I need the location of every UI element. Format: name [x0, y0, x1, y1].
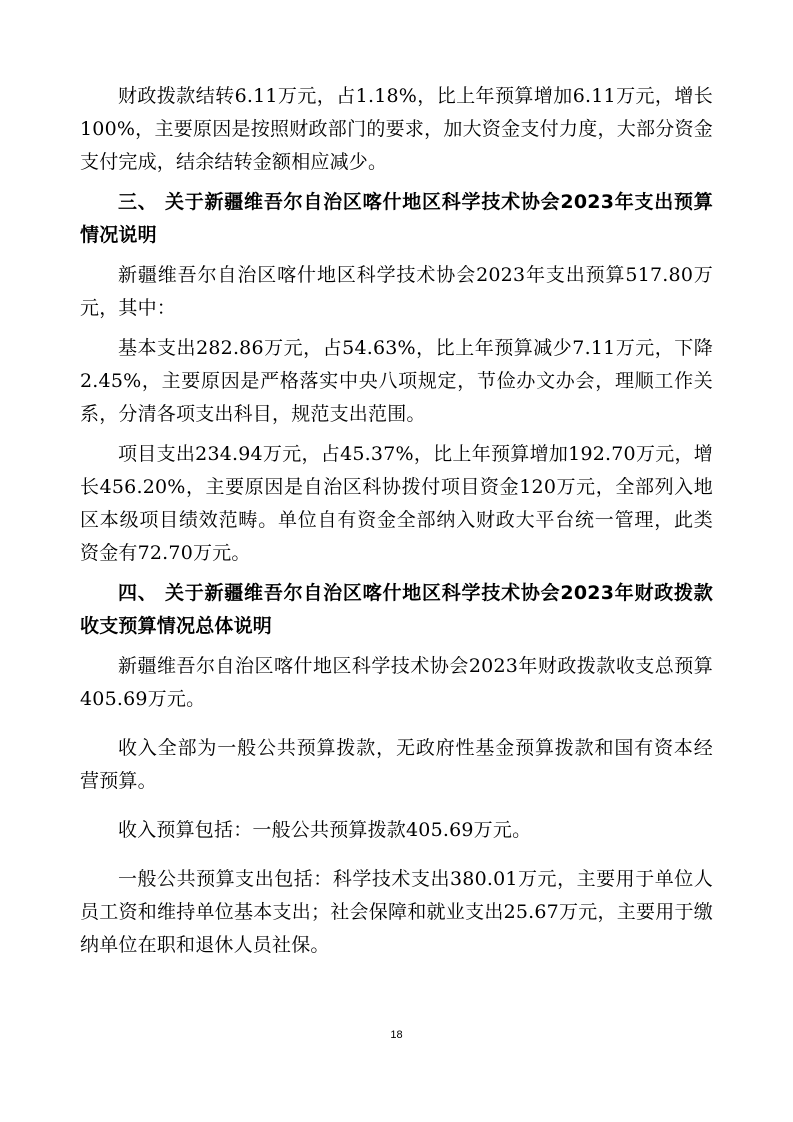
paragraph-general-public-expenditure: 一般公共预算支出包括：科学技术支出380.01万元，主要用于单位人员工资和维持单位基本支出；社会保障和就业支出25.67万元，主要用于缴纳单位在职和退休人员社保。: [80, 868, 713, 956]
heading-section-4-fiscal-appropriation: 四、 关于新疆维吾尔自治区喀什地区科学技术协会2023年财政拨款收支预算情况总体说明: [80, 582, 713, 637]
paragraph-total-fiscal-budget: 新疆维吾尔自治区喀什地区科学技术协会2023年财政拨款收支总预算405.69万元。: [80, 655, 713, 710]
paragraph-fiscal-carryover: 财政拨款结转6.11万元，占1.18%，比上年预算增加6.11万元，增长100%，主要原因是按照财政部门的要求，加大资金支付力度，大部分资金支付完成，结余结转金额相应减少。: [80, 85, 713, 173]
page-number: 18: [390, 1029, 403, 1041]
paragraph-income-composition: 收入全部为一般公共预算拨款，无政府性基金预算拨款和国有资本经营预算。: [80, 737, 713, 792]
heading-section-3-expenditure-budget: 三、 关于新疆维吾尔自治区喀什地区科学技术协会2023年支出预算情况说明: [80, 191, 713, 246]
paragraph-income-budget: 收入预算包括：一般公共预算拨款405.69万元。: [118, 819, 532, 841]
paragraph-project-expenditure: 项目支出234.94万元，占45.37%，比上年预算增加192.70万元，增长456.20%，主要原因是自治区科协拨付项目资金120万元，全部列入地区本级项目绩效范畴。单位自有资金全部纳入财政大平台统一管理，此类资金有72.70万元。: [80, 443, 713, 564]
paragraph-total-expenditure: 新疆维吾尔自治区喀什地区科学技术协会2023年支出预算517.80万元，其中：: [80, 264, 713, 319]
document-body: [80, 80, 713, 969]
paragraph-basic-expenditure: 基本支出282.86万元，占54.63%，比上年预算减少7.11万元，下降2.45%，主要原因是严格落实中央八项规定，节俭办文办会，理顺工作关系，分清各项支出科目，规范支出范围。: [80, 337, 713, 425]
